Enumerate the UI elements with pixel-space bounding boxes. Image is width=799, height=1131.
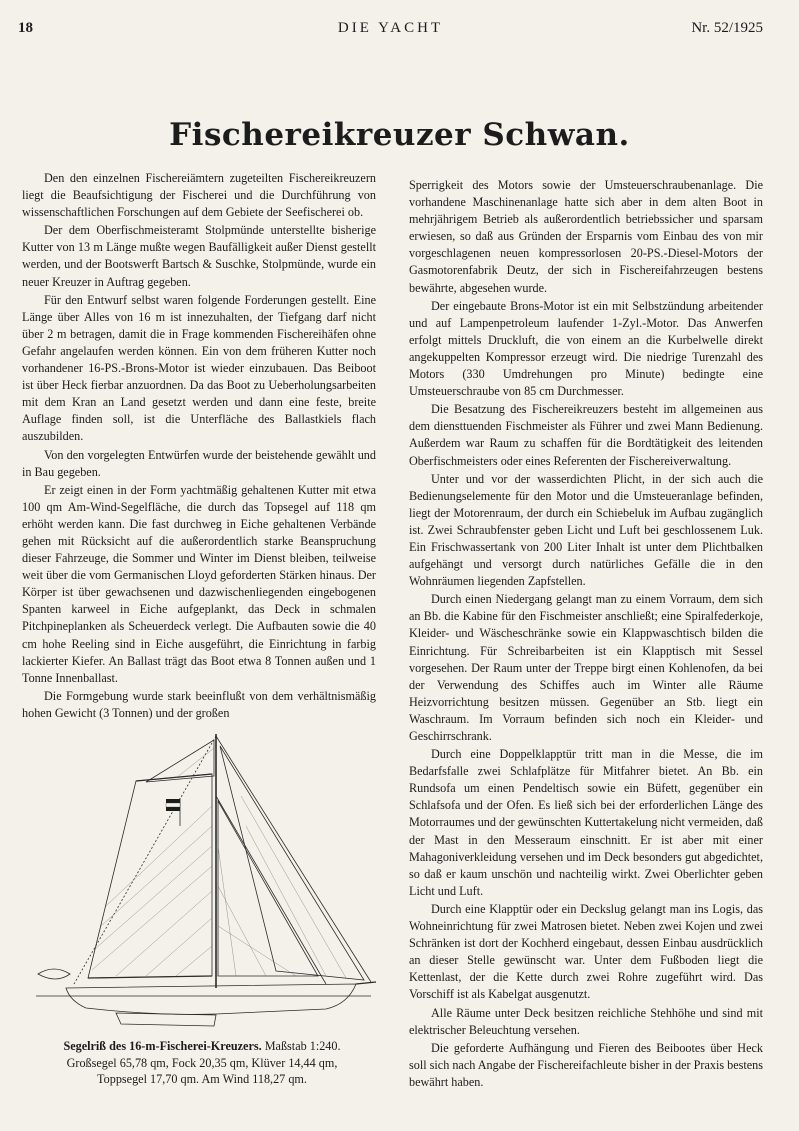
caption-scale: Maßstab 1:240. bbox=[261, 1039, 341, 1053]
paragraph: Die Formgebung wurde stark beeinflußt von dem verhältnismäßig hohen Gewicht (3 Tonnen) und der großen bbox=[22, 688, 376, 720]
paragraph: Durch einen Niedergang gelangt man zu einem Vorraum, dem sich an Bb. die Kabine für den Fischmeister anschließt; eine Spiralfederkoje, Kleider- und Wäscheschränke sowie ein Klappwaschtisch bilden die Einrichtung. Für Schreibarbeiten ist ein Klapptisch mit Sessel vorgesehen. Der Raum unter der Treppe birgt einen Kohlenofen, da bei der Verwendung des Schiffes auch im Winter alle Räume Heizvorrichtung besitzen müssen. Gegenüber an Stb. liegt ein Waschraum. Im Vorraum befinden sich noch ein Kleider- und Geschirrschrank. bbox=[409, 592, 763, 743]
flag-stripe bbox=[166, 799, 180, 803]
left-column bbox=[22, 170, 376, 722]
flag bbox=[166, 798, 180, 826]
paragraph: Die Besatzung des Fischereikreuzers besteht im allgemeinen aus dem diensttuenden Fischmeister als Führer und zwei Mann Bedienung. Außerdem war Raum zu schaffen für die Bordtätigkeit des leitenden Oberfischmeisters oder eines Referenten der Fischereiverwaltung. bbox=[409, 402, 763, 468]
caption-line-3: Toppsegel 17,70 qm. Am Wind 118,27 qm. bbox=[97, 1072, 307, 1086]
caption-line-2: Großsegel 65,78 qm, Fock 20,35 qm, Klüver 14,44 qm, bbox=[66, 1055, 338, 1070]
jib bbox=[220, 746, 364, 980]
paragraph: Durch eine Klapptür oder ein Deckslug gelangt man ins Logis, das Wohneinrichtung für zwei Matrosen bietet. Neben zwei Kojen und zwei Schränken ist dort der Kochherd eingebaut, dessen Einbau ausdrücklich an dieser Stelle gewünscht war. Unter dem Fußboden liegt die Kettenlast, der die Kette durch zwei Rohre zugeführt wird. Das Vorschiff ist als Kabelgat ausgenutzt. bbox=[409, 901, 763, 1002]
paragraph: Von den vorgelegten Entwürfen wurde der beistehende gewählt und in Bau gegeben. bbox=[22, 447, 376, 479]
article-title: Fischereikreuzer Schwan. bbox=[169, 117, 630, 153]
flag-stripe bbox=[166, 807, 180, 811]
mainsail bbox=[88, 774, 212, 978]
paragraph: Alle Räume unter Deck besitzen reichliche Stehhöhe und sind mit elektrischer Beleuchtung versehen. bbox=[409, 1005, 763, 1037]
paragraph: Der eingebaute Brons-Motor ist ein mit Selbstzündung arbeitender und auf Lampenpetroleum laufender 1-Zyl.-Motor. Das Anwerfen erfolgt mittels Druckluft, die von einem an die Kurbelwelle direkt angekuppelten Kompressor erzeugt wird. Die niedrige Turenzahl des Motors (330 Umdrehungen pro Minute) bedingte eine Umsteuerschraube von 85 cm Durchmesser. bbox=[409, 298, 763, 399]
flag-stripe bbox=[166, 803, 180, 807]
foresail bbox=[218, 801, 318, 976]
paragraph: Den den einzelnen Fischereiämtern zugeteilten Fischereikreuzern liegt die Beaufsichtigung der Fischerei und die Durchführung von wissenschaftlichen Forschungen auf dem Gebiete der Seefischerei ob. bbox=[22, 171, 376, 220]
fore-stay bbox=[216, 796, 326, 984]
paragraph: Durch eine Doppelklapptür tritt man in die Messe, die im Bedarfsfalle zwei Schlafplätze für Mitfahrer bietet. An Bb. ein Rundsofa um einen Pendeltisch sowie ein Büfett, gegenüber ein Schlafsofa und der Ofen. Es ließ sich bei der erforderlichen Länge des Motorraumes und der gewünschten Kuttertakelung nicht vermeiden, daß der Mast in den Messeraum einschnitt. Er ist aber mit einer Mahagoniverkleidung versehen und im Deck besonders gut abgedichtet, so daß er kaum unschön und nachteilig wirkt. Zwei Oberlichter geben Licht und Luft. bbox=[409, 747, 764, 898]
paragraph-continued: Sperrigkeit des Motors sowie der Umsteuerschraubenanlage. Die vorhandene Maschinenanlage hatte sich aber in dem alten Boot in mehrjährigem Betrieb als außerordentlich betriebssicher und sparsam erwiesen, so daß aus Gründen der Ersparnis vom Einbau des von mir vorgeschlagenen neuen kompressorlosen 20-PS.-Diesel-Motors der Gasmotorenfabrik Deutz, der sich in Fischereifahrzeugen bestens bewährte, abgesehen wurde. bbox=[409, 178, 763, 295]
paragraph: Für den Entwurf selbst waren folgende Forderungen gestellt. Eine Länge über Alles von 16 m ist innezuhalten, der Tiefgang darf nicht über 2 m betragen, damit die in Frage kommenden Fischereihäfen ohne Gefahr angelaufen werden können. Ein von dem früheren Kutter noch vorhandener 16-PS.-Brons-Motor ist wieder einzubauen. Das Beiboot ist über Heck fierbar anzuordnen. Da das Boot zu Ueberholungsarbeiten mit dem Kran an Land gesetzt werden und dann eine feste, breite Auflage finden soll, ist die Unterfläche des Ballastkiels flach auszubilden. bbox=[22, 292, 376, 444]
paragraph: Der dem Oberfischmeisteramt Stolpmünde unterstellte bisherige Kutter von 13 m Länge mußte wegen Baufälligkeit außer Dienst gestellt werden, und der Bootswerft Bartsch & Suschke, Stolpmünde, wurde ein neuer Kreuzer in Auftrag gegeben. bbox=[22, 223, 376, 289]
page-number: 18 bbox=[18, 20, 33, 36]
bowsprit bbox=[356, 982, 376, 984]
paragraph: Die geforderte Aufhängung und Fieren des Beibootes über Heck soll sich nach Angabe der Fischereifachleute bisher in der Praxis bestens bewährt haben. bbox=[409, 1040, 764, 1089]
hull bbox=[66, 984, 356, 1014]
magazine-title: DIE YACHT bbox=[337, 20, 444, 36]
issue-number: Nr. 52/1925 bbox=[691, 20, 763, 36]
right-column bbox=[409, 177, 763, 1091]
topsail bbox=[146, 740, 214, 782]
keel bbox=[116, 1013, 216, 1026]
paragraph: Er zeigt einen in der Form yachtmäßig gehaltenen Kutter mit etwa 100 qm Am-Wind-Segelfläche, die durch das Topsegel auf 118 qm erhöht werden kann. Die fast durchweg in Eiche gehaltenen Verbände gehen mit Rücksicht auf die außerordentlich starke Beanspruchung dieser Fahrzeuge, die Sommer und Winter im Dienst bleiben, teilweise weit über die vom Germanischen Lloyd geforderten Stärken hinaus. Der Körper ist über gewachsenen und dazwischenliegenden eingebogenen Spanten karweel in Eiche aufgeplankt, das Deck in schmalen Pitchpineplanken als Scheuerdeck verlegt. Die Aufbauten sowie die 40 cm hohe Reeling sind in Eiche ausgeführt, die Einrichtung in farbig lackierter Kiefer. An Ballast trägt das Boot etwa 8 Tonnen außen und 1 Tonne Innenballast. bbox=[22, 482, 376, 685]
paragraph: Unter und vor der wasserdichten Plicht, in der sich auch die Bedienungselemente für den Motor und die Umsteueranlage befinden, liegt der Motorenraum, der durch ein Schiebeluk im Aufbau zugänglich ist. Zwei Schraubfenster geben Licht und Luft bei geschlossenem Luk. Ein Frischwassertank von 200 Liter Inhalt ist unter dem Plichtbalken aufgehängt und versorgt durch natürliches Gefälle die in den Wohnräumen liegenden Zapfstellen. bbox=[409, 471, 763, 589]
caption-line-1 bbox=[22, 1038, 382, 1055]
page-header bbox=[18, 20, 763, 44]
jib-stay bbox=[216, 736, 371, 982]
sail-hatching bbox=[92, 748, 346, 978]
boom bbox=[88, 976, 212, 978]
dinghy bbox=[38, 969, 70, 979]
figure-caption bbox=[22, 1038, 382, 1088]
caption-title: Segelriß des 16-m-Fischerei-Kreuzers. bbox=[63, 1039, 262, 1053]
sail-plan-drawing bbox=[26, 726, 378, 1032]
